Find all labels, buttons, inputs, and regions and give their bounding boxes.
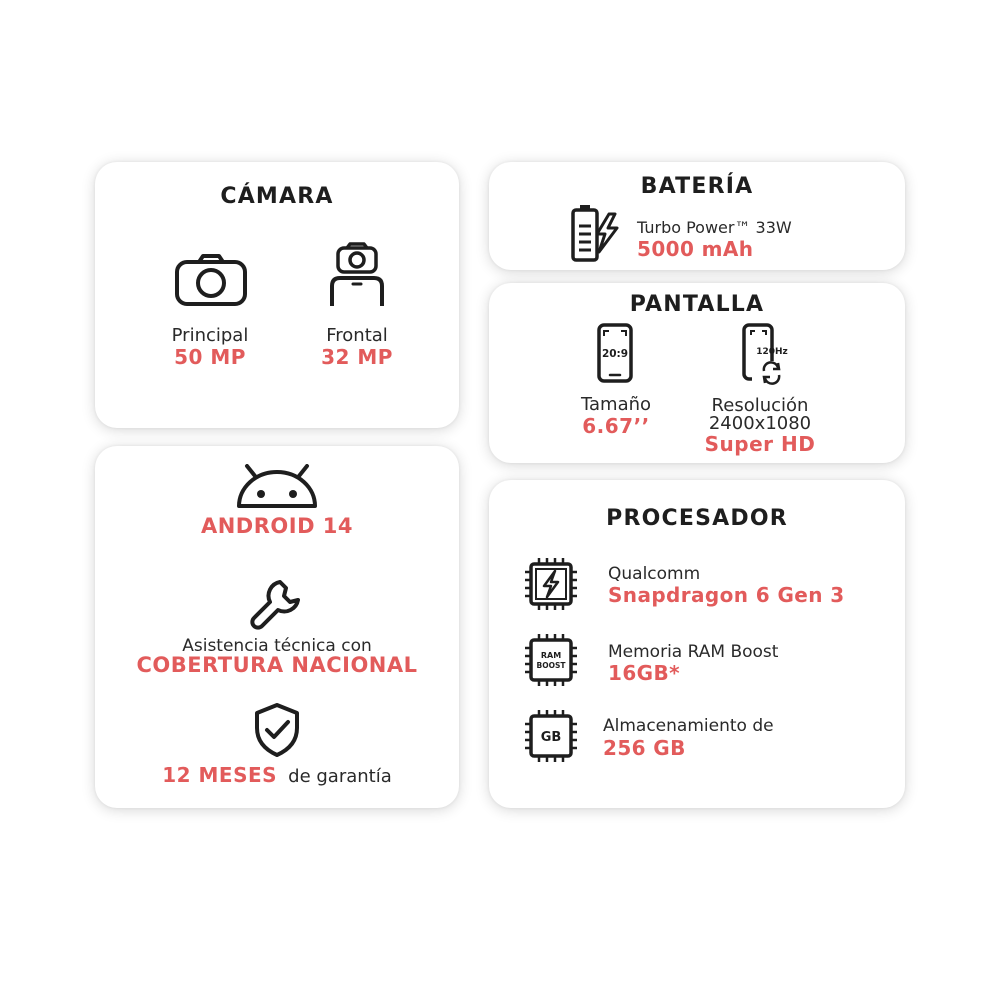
processor-card <box>489 480 905 808</box>
screen-card <box>489 283 905 463</box>
camera-card <box>95 162 459 428</box>
battery-label: Turbo Power™ 33W <box>637 218 792 237</box>
battery-value: 5000 mAh <box>637 237 754 261</box>
screen-resolution-value: Super HD <box>704 432 816 456</box>
chip-bolt-icon <box>525 558 577 610</box>
battery-bolt-icon <box>571 204 619 262</box>
warranty-label: de garantía <box>288 766 392 787</box>
screen-size-label: Tamaño <box>580 394 652 415</box>
storage-value: 256 GB <box>603 736 686 760</box>
svg-text:RAM: RAM <box>540 651 562 660</box>
ram-value: 16GB* <box>608 661 680 685</box>
phone-ratio-text: 20:9 <box>601 348 629 360</box>
warranty-line <box>95 763 459 787</box>
shield-check-icon <box>252 702 302 758</box>
warranty-value: 12 MESES <box>162 763 278 787</box>
screen-size-value: 6.67’’ <box>582 414 650 438</box>
camera-front-label: Frontal <box>326 325 388 346</box>
camera-main-value: 50 MP <box>174 345 246 369</box>
ram-chip-icon <box>525 634 577 686</box>
screen-resolution-value-text: 2400x1080 <box>708 413 812 434</box>
refresh-rate-text: 120Hz <box>756 347 788 357</box>
camera-front-value: 32 MP <box>321 345 393 369</box>
processor-model-value: Snapdragon 6 Gen 3 <box>608 583 845 607</box>
support-label: Asistencia técnica con <box>182 636 372 656</box>
processor-title: PROCESADOR <box>606 506 788 531</box>
camera-main-label: Principal <box>171 325 249 346</box>
android-icon <box>235 464 319 508</box>
phone-ratio-icon <box>597 323 633 383</box>
phone-refresh-icon <box>742 323 788 385</box>
camera-title: CÁMARA <box>220 184 334 209</box>
system-card <box>95 446 459 808</box>
selfie-camera-icon <box>327 242 387 308</box>
camera-icon <box>175 254 247 306</box>
storage-label: Almacenamiento de <box>603 716 774 736</box>
android-version: ANDROID 14 <box>200 514 354 538</box>
screen-resolution-label: Resolución <box>711 395 809 416</box>
support-coverage: COBERTURA NACIONAL <box>136 653 418 677</box>
wrench-icon <box>248 576 304 632</box>
screen-title: PANTALLA <box>629 292 765 317</box>
battery-title: BATERÍA <box>640 174 754 199</box>
battery-card <box>489 162 905 270</box>
storage-chip-icon <box>525 710 577 762</box>
storage-chip-text: GB <box>540 730 562 745</box>
svg-text:BOOST: BOOST <box>536 661 566 670</box>
ram-label: Memoria RAM Boost <box>608 642 779 662</box>
processor-brand-label: Qualcomm <box>608 564 701 584</box>
